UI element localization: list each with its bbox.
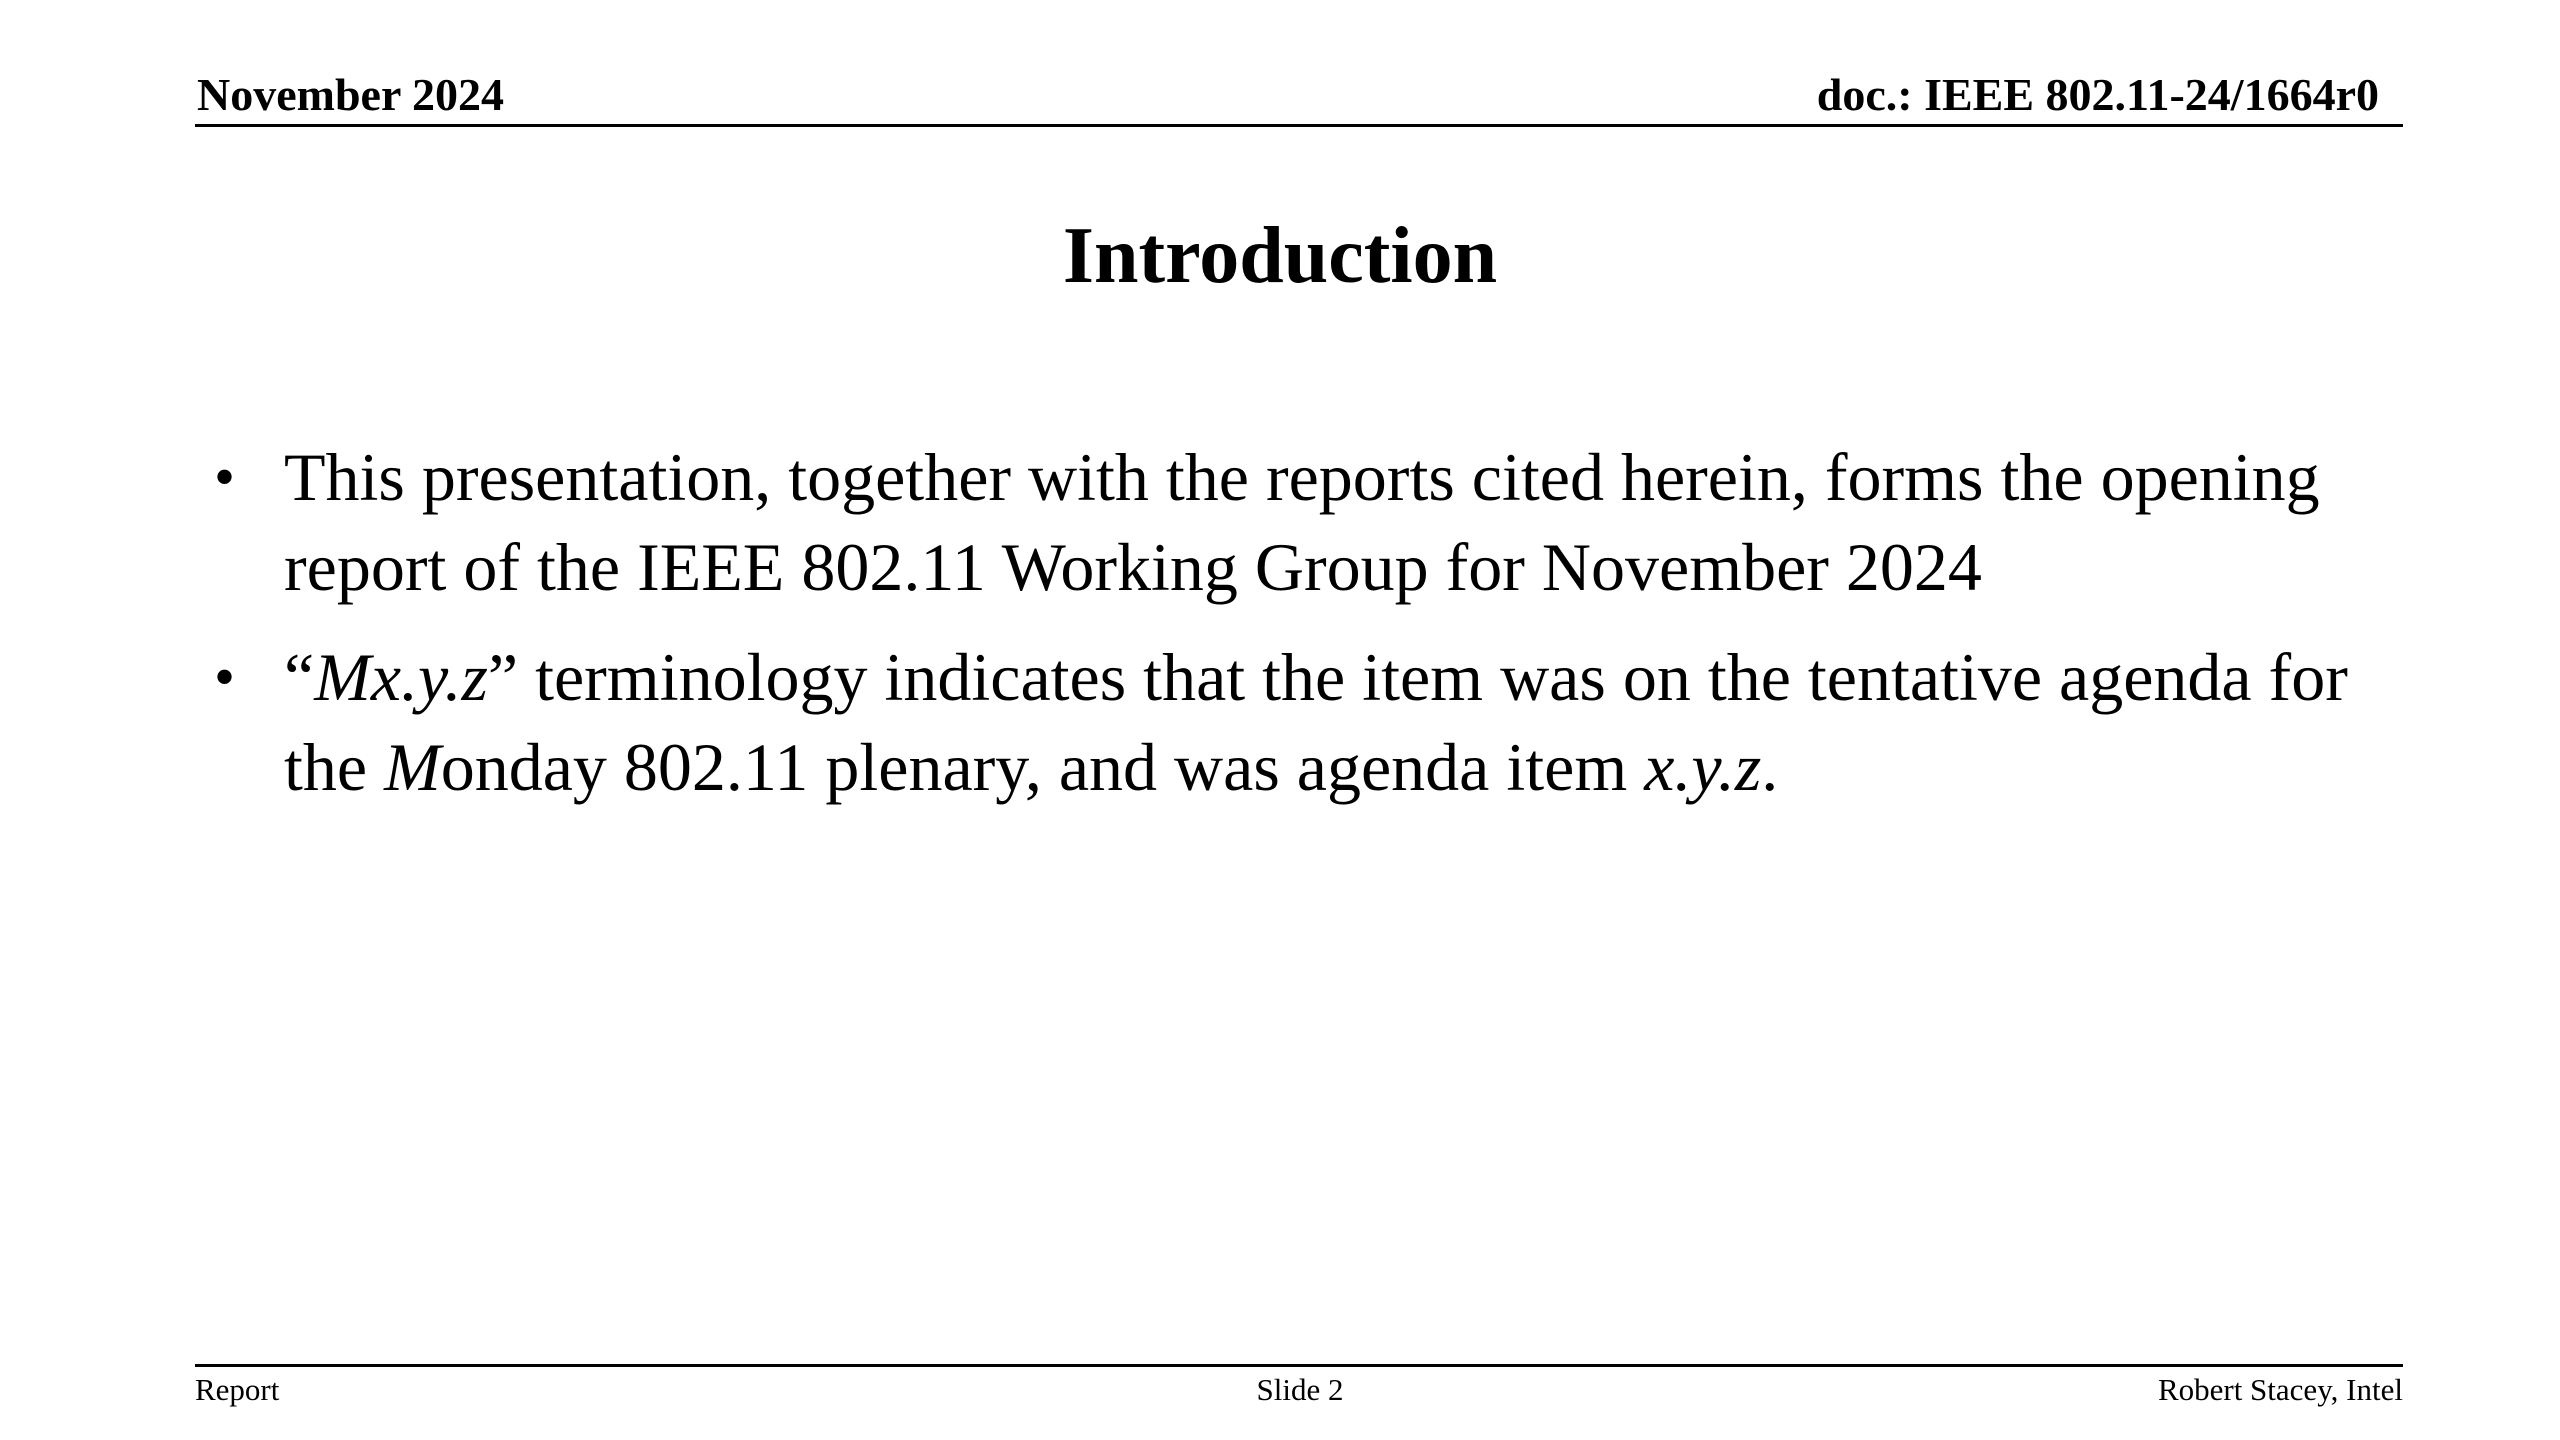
footer-slide-number: Slide 2 (1256, 1372, 1344, 1407)
header-doc-id: doc.: IEEE 802.11-24/1664r0 (1816, 69, 2379, 120)
bullet-item-1 (214, 432, 2374, 612)
bullet-icon: • (214, 644, 236, 710)
header-divider (195, 124, 2403, 127)
text-run-italic: Mx.y.z (314, 639, 488, 715)
bullet-item-2 (214, 632, 2374, 812)
footer-author: Robert Stacey, Intel (2157, 1372, 2403, 1407)
footer-left: Report (195, 1372, 280, 1407)
bullet-list (214, 432, 2374, 832)
header-date: November 2024 (197, 69, 505, 120)
bullet-text (284, 639, 2348, 805)
text-run: onday 802.11 plenary, and was agenda item (440, 729, 1645, 805)
text-run: ” terminology indicates that the item was on the tentative agenda for the (284, 639, 2348, 805)
text-run: “ (284, 639, 315, 715)
text-run: . (1761, 729, 1779, 805)
slide-title: Introduction (1062, 212, 1498, 300)
footer-divider (195, 1364, 2403, 1367)
text-run-italic: M (384, 729, 441, 805)
bullet-text: This presentation, together with the reports cited herein, forms the opening report of the IEEE 802.11 Working Group for November 2024 (284, 439, 2320, 605)
bullet-icon: • (214, 444, 236, 510)
text-run-italic: x.y.z (1644, 729, 1762, 805)
